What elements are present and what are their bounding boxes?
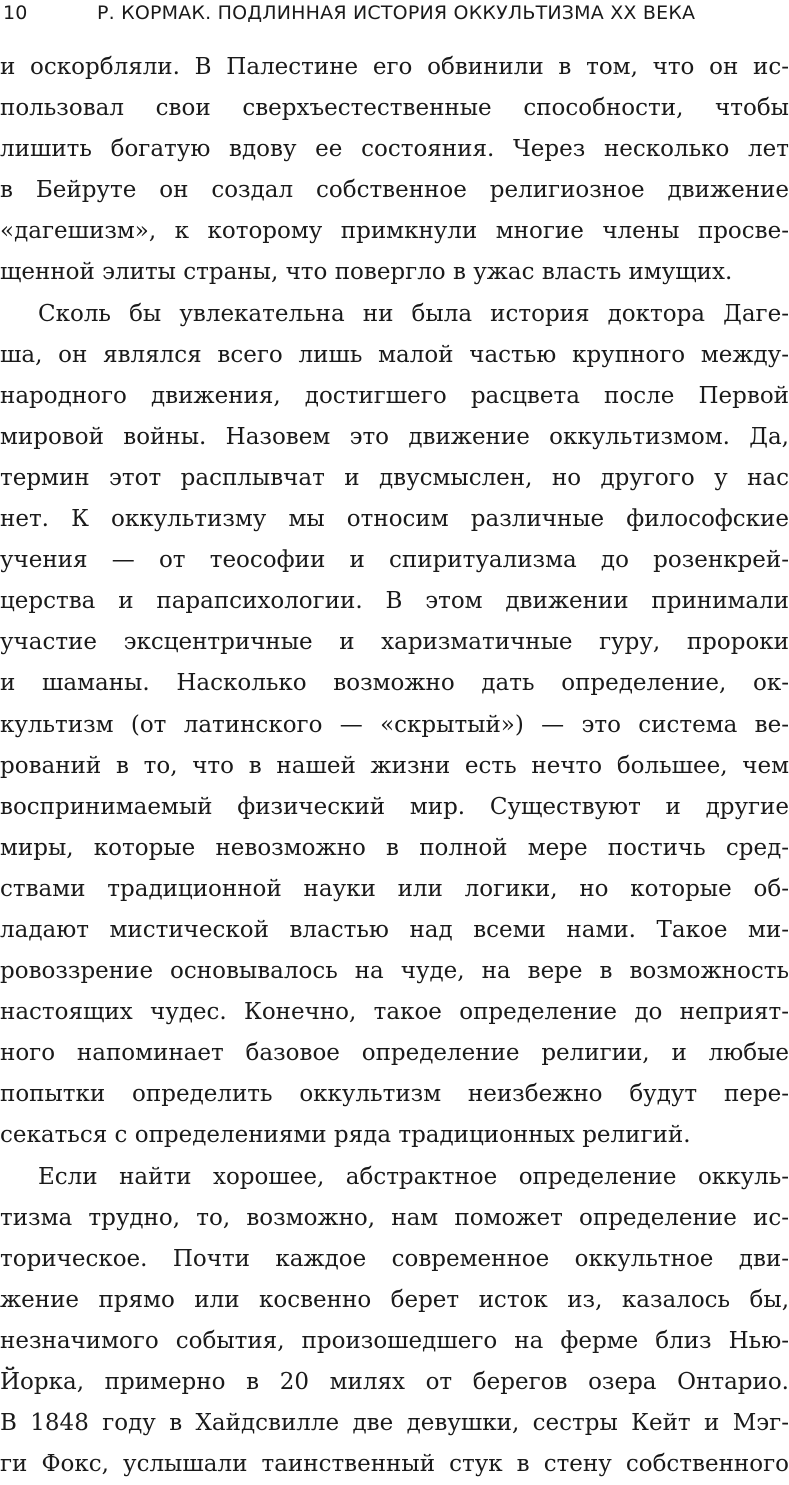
text-line: ша, он являлся всего лишь малой частью крупного между- bbox=[0, 341, 789, 368]
text-line: ствами традиционной науки или логики, но которые об- bbox=[0, 875, 789, 902]
text-line: настоящих чудес. Конечно, такое определение до неприят- bbox=[0, 999, 789, 1026]
text-line: ладают мистической властью над всеми нами. Такое ми- bbox=[0, 916, 789, 943]
text-line: ного напоминает базовое определение религии, и любые bbox=[0, 1040, 789, 1067]
text-line: рований в то, что в нашей жизни есть нечто большее, чем bbox=[0, 752, 789, 779]
text-line: секаться с определениями ряда традиционных религий. bbox=[0, 1122, 691, 1149]
body-text bbox=[0, 47, 789, 1485]
text-line: «дагешизм», к которому примкнули многие члены просве- bbox=[0, 218, 789, 245]
text-line: мировой войны. Назовем это движение оккультизмом. Да, bbox=[0, 423, 789, 450]
text-line: и оскорбляли. В Палестине его обвинили в том, что он ис- bbox=[0, 54, 789, 80]
text-line: торическое. Почти каждое современное оккультное дви- bbox=[0, 1245, 789, 1272]
text-line: участие эксцентричные и харизматичные гуру, пророки bbox=[0, 629, 789, 656]
text-line: ровоззрение основывалось на чуде, на вере в возможность bbox=[0, 958, 789, 985]
running-head bbox=[0, 0, 789, 34]
running-title: Р. КОРМАК. ПОДЛИННАЯ ИСТОРИЯ ОККУЛЬТИЗМА XX ВЕКА bbox=[97, 2, 696, 24]
text-line: церства и парапсихологии. В этом движении принимали bbox=[0, 588, 789, 615]
page-number: 10 bbox=[3, 2, 28, 24]
text-line: Йорка, примерно в 20 милях от берегов озера Онтарио. bbox=[0, 1369, 789, 1395]
text-line: щенной элиты страны, что повергло в ужас власть имущих. bbox=[0, 259, 733, 286]
text-line: Сколь бы увлекательна ни была история доктора Даге- bbox=[38, 300, 789, 327]
text-line: тизма трудно, то, возможно, нам поможет определение ис- bbox=[0, 1204, 789, 1231]
text-line: в Бейруте он создал собственное религиозное движение bbox=[0, 177, 789, 204]
text-line: Если найти хорошее, абстрактное определение оккуль- bbox=[38, 1163, 789, 1190]
text-line: миры, которые невозможно в полной мере постичь сред- bbox=[0, 834, 789, 861]
text-line: народного движения, достигшего расцвета после Первой bbox=[0, 382, 789, 409]
text-line: нет. К оккультизму мы относим различные философские bbox=[0, 506, 789, 533]
text-line: жение прямо или косвенно берет исток из, казалось бы, bbox=[0, 1286, 789, 1313]
text-line: воспринимаемый физический мир. Существуют и другие bbox=[0, 793, 789, 820]
text-line: лишить богатую вдову ее состояния. Через несколько лет bbox=[0, 136, 789, 163]
text-line: ги Фокс, услышали таинственный стук в стену собственного bbox=[0, 1451, 789, 1478]
text-line: В 1848 году в Хайдсвилле две девушки, сестры Кейт и Мэг- bbox=[0, 1410, 789, 1437]
text-line: незначимого события, произошедшего на ферме близ Нью- bbox=[0, 1327, 789, 1354]
text-line: и шаманы. Насколько возможно дать определение, ок- bbox=[0, 670, 789, 697]
text-line: культизм (от латинского — «скрытый») — это система ве- bbox=[0, 711, 789, 738]
text-line: пользовал свои сверхъестественные способности, чтобы bbox=[0, 95, 789, 122]
text-line: учения — от теософии и спиритуализма до розенкрей- bbox=[0, 547, 789, 574]
text-line: термин этот расплывчат и двусмыслен, но другого у нас bbox=[0, 464, 789, 491]
text-line: попытки определить оккультизм неизбежно будут пере- bbox=[0, 1081, 789, 1108]
